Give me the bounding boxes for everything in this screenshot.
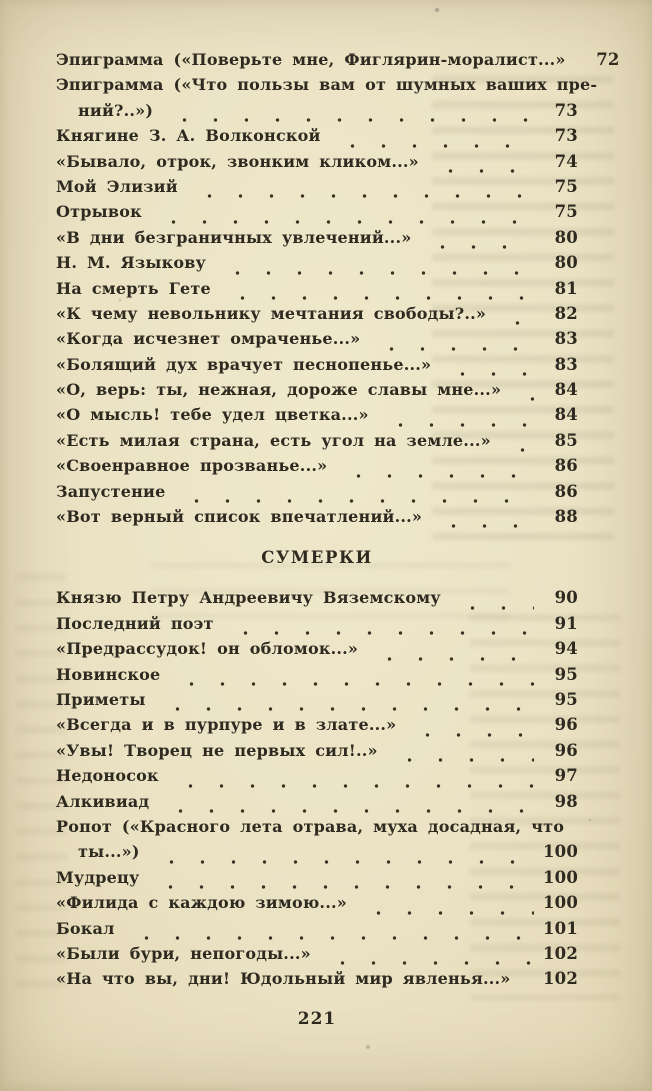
- entry-title: На смерть Гете: [56, 278, 211, 298]
- entry-page-number: 86: [554, 456, 578, 476]
- toc-entry: [56, 614, 578, 639]
- toc-entry: [56, 919, 578, 944]
- dot-leader: [337, 468, 534, 478]
- entry-page-number: 83: [554, 354, 578, 374]
- entry-title: ний?..»): [78, 100, 154, 120]
- entry-title: «Болящий дух врачует песнопенье...»: [56, 354, 432, 374]
- dot-leader: [521, 981, 535, 991]
- entry-title: Новинское: [56, 664, 161, 684]
- dot-leader: [388, 752, 534, 762]
- toc-entry: [56, 690, 578, 715]
- entry-page-number: 100: [542, 842, 578, 862]
- entry-page-number: 96: [554, 740, 578, 760]
- entry-page-number: 96: [554, 715, 578, 735]
- toc-entry: [56, 944, 578, 969]
- entry-title: Ропот («Красного лета отрава, муха досадная, что: [56, 816, 565, 836]
- entry-title: Эпиграмма («Поверьте мне, Фиглярин-моралист...»: [56, 50, 566, 69]
- entry-page-number: 102: [542, 969, 578, 989]
- dot-leader: [511, 391, 534, 401]
- toc-entry: [56, 177, 578, 202]
- dot-leader: [125, 930, 534, 940]
- dot-leader: [149, 879, 534, 889]
- entry-page-number: 94: [554, 639, 578, 659]
- entry-page-number: 102: [542, 943, 578, 963]
- entry-title: Эпиграмма («Что пользы вам от шумных ваших пре-: [56, 75, 598, 95]
- dot-leader: [432, 518, 534, 528]
- entry-page-number: 73: [554, 126, 578, 146]
- entry-title: Княгине З. А. Волконской: [56, 126, 321, 146]
- entry-title: «Бывало, отрок, звонким кликом...»: [56, 151, 419, 171]
- toc-entry: [56, 741, 578, 766]
- toc-entry: [56, 50, 620, 75]
- toc-entry: [56, 253, 578, 278]
- toc-entry: [56, 868, 578, 893]
- dot-leader: [224, 625, 534, 635]
- toc-entry: [56, 482, 578, 507]
- entry-title: Алкивиад: [56, 791, 150, 811]
- entry-title: «Всегда и в пурпуре и в злате...»: [56, 715, 397, 735]
- entry-title: Князю Петру Андреевичу Вяземскому: [56, 588, 441, 608]
- dot-leader: [496, 315, 534, 325]
- dot-leader: [150, 854, 534, 864]
- entry-title: ты...»): [78, 842, 140, 862]
- toc-entry: [56, 431, 578, 456]
- toc-entry: [56, 355, 578, 380]
- entry-page-number: 80: [554, 227, 578, 247]
- toc-entry: [56, 507, 578, 532]
- entry-page-number: 95: [554, 664, 578, 684]
- entry-title: «На что вы, дни! Юдольный мир явленья...»: [56, 969, 511, 989]
- entry-page-number: 101: [542, 918, 578, 938]
- table-of-contents: [56, 50, 620, 1029]
- toc-entry-continuation: [56, 842, 578, 867]
- toc-entry: [56, 304, 578, 329]
- toc-entry: [56, 75, 598, 100]
- entry-page-number: 91: [554, 613, 578, 633]
- entry-page-number: 90: [554, 588, 578, 608]
- dot-leader: [379, 417, 534, 427]
- dot-leader: [501, 442, 534, 452]
- entry-page-number: 83: [554, 329, 578, 349]
- entry-page-number: 82: [554, 303, 578, 323]
- entry-title: «О, верь: ты, нежная, дороже славы мне...»: [56, 380, 502, 400]
- entry-title: Приметы: [56, 689, 146, 709]
- entry-title: Отрывок: [56, 202, 142, 222]
- dot-leader: [159, 803, 534, 813]
- dot-leader: [406, 727, 534, 737]
- section-heading-sumerki: СУМЕРКИ: [261, 548, 373, 568]
- entry-title: «Предрассудок! он обломок...»: [56, 639, 359, 659]
- toc-entry: [56, 588, 578, 613]
- dot-leader: [441, 366, 534, 376]
- toc-entry: [56, 126, 578, 151]
- entry-page-number: 97: [554, 766, 578, 786]
- dot-leader: [221, 290, 534, 300]
- toc-entry-continuation: [56, 101, 578, 126]
- toc-entry: [56, 380, 578, 405]
- entry-page-number: 88: [554, 507, 578, 527]
- entry-title: «В дни безграничных увлечений...»: [56, 227, 412, 247]
- entry-page-number: 84: [554, 380, 578, 400]
- entry-title: «Увы! Творец не первых сил!..»: [56, 740, 378, 760]
- toc-entry: [56, 279, 578, 304]
- toc-entry: [56, 792, 578, 817]
- dot-leader: [357, 905, 534, 915]
- entry-title: Последний поэт: [56, 613, 214, 633]
- entry-title: «О мысль! тебе удел цветка...»: [56, 405, 369, 425]
- entry-page-number: 81: [554, 278, 578, 298]
- dot-leader: [331, 138, 534, 148]
- entry-page-number: 86: [554, 481, 578, 501]
- entry-page-number: 84: [554, 405, 578, 425]
- toc-entry: [56, 405, 578, 430]
- entry-title: «Вот верный список впечатлений...»: [56, 507, 423, 527]
- dot-leader: [321, 955, 534, 965]
- entry-title: «Были бури, непогоды...»: [56, 943, 311, 963]
- dot-leader: [169, 778, 534, 788]
- toc-entry: [56, 456, 578, 481]
- dot-leader: [421, 239, 534, 249]
- dot-leader: [152, 214, 534, 224]
- entry-page-number: 85: [554, 430, 578, 450]
- entry-title: Бокал: [56, 918, 115, 938]
- dot-leader: [216, 265, 534, 275]
- entry-title: Мой Элизий: [56, 176, 178, 196]
- toc-entry: [56, 817, 578, 842]
- entry-page-number: 95: [554, 689, 578, 709]
- dot-leader: [370, 341, 534, 351]
- entry-page-number: 75: [554, 176, 578, 196]
- entry-page-number: 100: [542, 867, 578, 887]
- toc-entry: [56, 715, 578, 740]
- toc-entry: [56, 665, 578, 690]
- toc-entry: [56, 228, 578, 253]
- dot-leader: [163, 112, 534, 122]
- dot-leader: [156, 701, 534, 711]
- dot-leader: [368, 651, 534, 661]
- toc-entry: [56, 152, 578, 177]
- entry-page-number: 100: [542, 893, 578, 913]
- entry-page-number: 73: [554, 100, 578, 120]
- dot-leader: [451, 600, 534, 610]
- dot-leader: [170, 676, 534, 686]
- entry-title: Запустение: [56, 481, 166, 501]
- toc-entry: [56, 893, 578, 918]
- toc-entry: [56, 202, 578, 227]
- toc-entry: [56, 639, 578, 664]
- entry-title: «Когда исчезнет омраченье...»: [56, 329, 361, 349]
- entry-page-number: 75: [554, 202, 578, 222]
- entry-title: «Есть милая страна, есть угол на земле...»: [56, 430, 491, 450]
- entry-page-number: 98: [554, 791, 578, 811]
- entry-page-number: 72: [596, 50, 620, 69]
- entry-title: Н. М. Языкову: [56, 253, 206, 273]
- toc-entry: [56, 329, 578, 354]
- toc-entry: [56, 766, 578, 791]
- entry-page-number: 74: [554, 151, 578, 171]
- entry-page-number: 80: [554, 253, 578, 273]
- dot-leader: [188, 188, 534, 198]
- dot-leader: [175, 493, 534, 503]
- entry-title: Недоносок: [56, 766, 159, 786]
- entry-title: «К чему невольнику мечтания свободы?..»: [56, 303, 487, 323]
- page-number-folio: 221: [297, 1008, 337, 1029]
- entry-title: «Филида с каждою зимою...»: [56, 893, 347, 913]
- entry-title: Мудрецу: [56, 867, 140, 887]
- dot-leader: [429, 163, 534, 173]
- entry-title: «Своенравное прозванье...»: [56, 456, 328, 476]
- toc-entry: [56, 969, 578, 994]
